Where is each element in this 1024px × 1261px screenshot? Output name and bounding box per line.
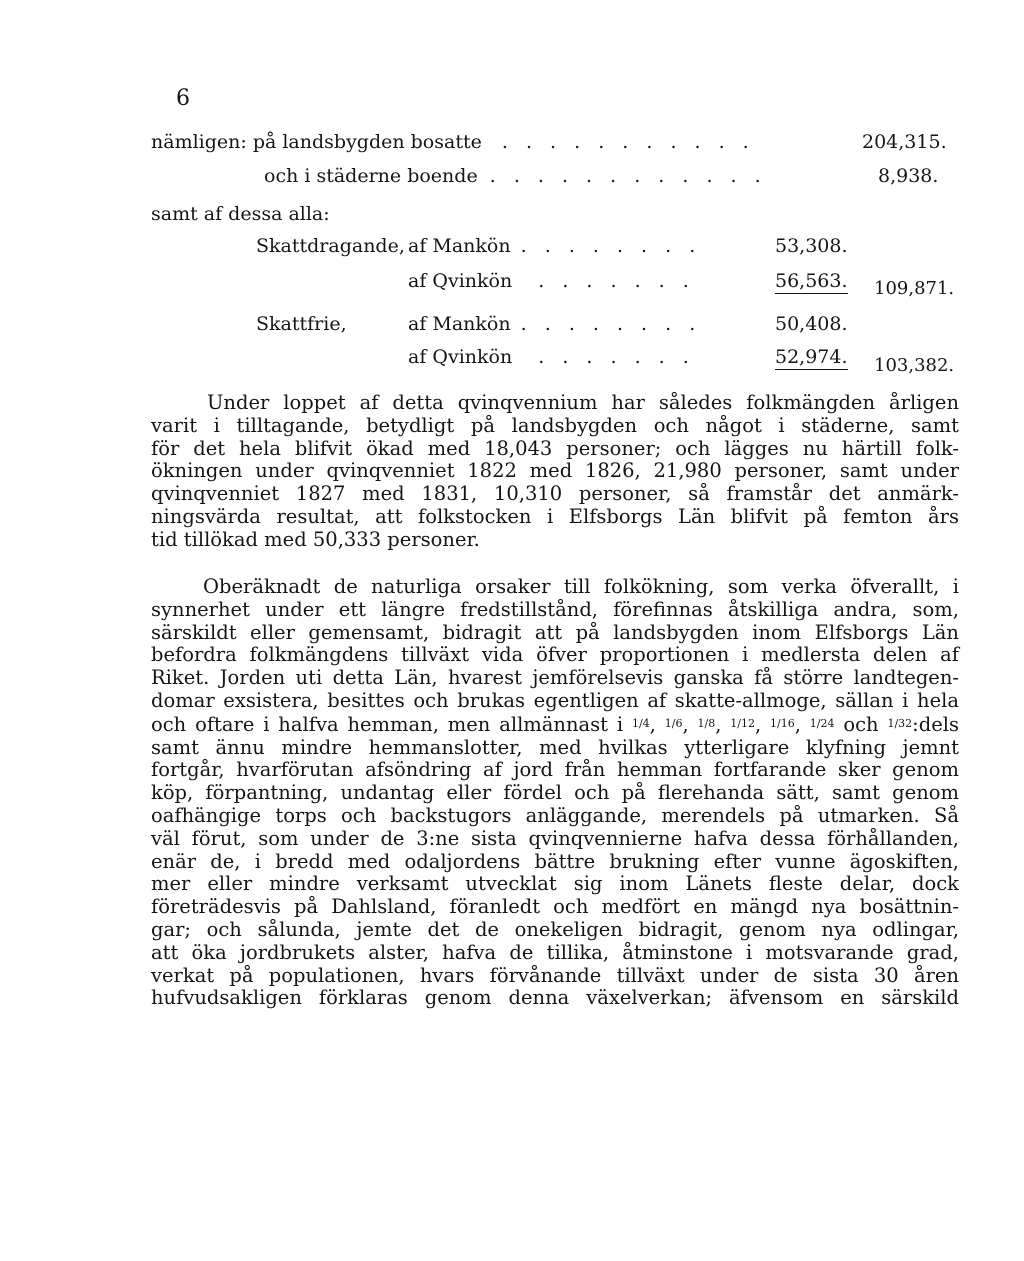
page-number: 6 <box>176 86 190 111</box>
text-line: Oberäknadt de naturliga orsaker till folkökning, som verka öfverallt, i <box>203 575 959 598</box>
text-line: oafhängige torps och backstugors anläggande, merendels på utmarken. Så <box>151 803 959 827</box>
text-line: ökningen under qvinqvenniet 1822 med 1826, 21,980 personer, samt under <box>151 459 959 483</box>
text-line: varit i tilltagande, betydligt på landsbygden och något i städerne, samt <box>151 413 959 437</box>
row-value <box>775 346 848 368</box>
underlined-value: 56,563. <box>775 270 848 292</box>
leader-dots: . . . . . . . . . . . . <box>489 165 767 187</box>
text-line: mer eller mindre verksamt utvecklat sig inom Länets fleste delar, dock <box>151 872 959 896</box>
leader-dots: . . . . . . . . <box>520 235 702 257</box>
text-line: tid tillökad med 50,333 personer. <box>151 527 480 551</box>
text-line: hufvudsakligen förklaras genom denna växelverkan; äfvensom en särskild <box>151 986 959 1010</box>
row-sex-label <box>408 270 695 292</box>
summary-value-rural: 204,315. <box>862 131 947 153</box>
text-line: domar exsistera, besittes och brukas egentligen af skatte-allmoge, sällan i hela <box>151 688 959 712</box>
summary-label: nämligen: på landsbygden bosatte <box>151 131 482 153</box>
text-line: befordra folkmängdens tillväxt vida öfver proportionen i medlersta delen af <box>151 643 959 667</box>
fraction: 1/16 <box>770 716 795 730</box>
sex-label: af Qvinkön <box>408 270 513 292</box>
leader-dots: . . . . . . . . <box>520 313 702 335</box>
total-exempt: 103,382. <box>874 355 955 376</box>
paragraph-population-growth <box>151 392 959 552</box>
leader-dots: . . . . . . . . . . . <box>501 131 755 153</box>
total-taxed: 109,871. <box>874 278 955 299</box>
fraction: 1/12 <box>730 716 755 730</box>
summary-label: och i städerne boende <box>264 165 478 187</box>
text-line: ningsvärda resultat, att folkstocken i Elfsborgs Län blifvit på femton års <box>151 504 959 528</box>
text-line: företrädesvis på Dahlsland, föranledt och medfört en mängd nya bosättnin- <box>151 895 959 919</box>
text-line: gar; och sålunda, jemte det de onekeligen bidragit, genom nya odlingar, <box>151 917 959 941</box>
summary-line-urban <box>264 165 767 187</box>
leader-dots: . . . . . . . <box>538 270 695 292</box>
text-line: enär de, i bredd med odaljordens bättre brukning efter vunne ägoskiften, <box>151 849 959 873</box>
text-line: samt ännu mindre hemmanslotter, med hvilkas ytterligare klyfning jemnt <box>151 735 959 759</box>
text-line: fortgår, hvarförutan afsöndring af jord från hemman fortfarande sker genom <box>151 758 959 782</box>
text-line: synnerhet under ett längre fredstillstånd, förefinnas åtskilliga andra, som, <box>151 597 959 621</box>
summary-heading: samt af dessa alla: <box>151 203 330 225</box>
sex-label: af Mankön <box>408 235 511 257</box>
text-line: Under loppet af detta qvinqvennium har således folkmängden årligen <box>207 391 959 414</box>
text-fragment: och oftare i halfva hemman, men allmännast i <box>151 712 624 736</box>
text-line: Riket. Jorden uti detta Län, hvarest jemförelsevis ganska få större landtegen- <box>151 666 959 690</box>
text-line: för det hela blifvit ökad med 18,043 personer; och lägges nu härtill folk- <box>151 436 959 460</box>
fraction: 1/6 <box>664 716 683 730</box>
text-line: köp, förpantning, undantag eller fördel och på flerehanda sätt, samt genom <box>151 781 959 805</box>
fraction-line: och oftare i halfva hemman, men allmännast i $^{1/4}$, $^{1/6}$, $^{1/8}$, $^{1/12}$, $^{1/16}$, $^{1/24}$ och $^{1/32}$:dels <box>151 712 959 736</box>
row-value: 53,308. <box>775 235 848 257</box>
text-line: att öka jordbrukets alster, hafva de tillika, åtminstone i motsvarande grad, <box>151 940 959 964</box>
sex-label: af Mankön <box>408 313 511 335</box>
text-line: särskildt eller gemensamt, bidragit att på landsbygden inom Elfsborgs Län <box>151 620 959 644</box>
underlined-value: 52,974. <box>775 346 848 368</box>
row-sex-label <box>408 235 701 257</box>
fraction: 1/4 <box>631 716 650 730</box>
row-group-label: Skattdragande, <box>256 235 405 257</box>
row-value <box>775 270 848 292</box>
paragraph-causes <box>151 576 959 1010</box>
sex-label: af Qvinkön <box>408 346 513 368</box>
text-line: qvinqvenniet 1827 med 1831, 10,310 personer, så framstår det anmärk- <box>151 482 959 506</box>
text-line: väl förut, som under de 3:ne sista qvinqvennierne hafva dessa förhållanden, <box>151 826 959 850</box>
fraction: 1/24 <box>809 716 835 730</box>
row-sex-label <box>408 346 695 368</box>
row-group-label: Skattfrie, <box>256 313 347 335</box>
fraction: 1/8 <box>697 716 716 730</box>
text-fragment: :dels <box>912 712 959 736</box>
text-line: verkat på populationen, hvars förvånande tillväxt under de sista 30 åren <box>151 963 959 987</box>
row-value: 50,408. <box>775 313 848 335</box>
text-fragment: och <box>843 712 879 736</box>
row-sex-label <box>408 313 701 335</box>
summary-line-rural <box>151 131 755 153</box>
fraction: 1/32 <box>887 716 913 730</box>
leader-dots: . . . . . . . <box>538 346 695 368</box>
summary-value-urban: 8,938. <box>878 165 939 187</box>
